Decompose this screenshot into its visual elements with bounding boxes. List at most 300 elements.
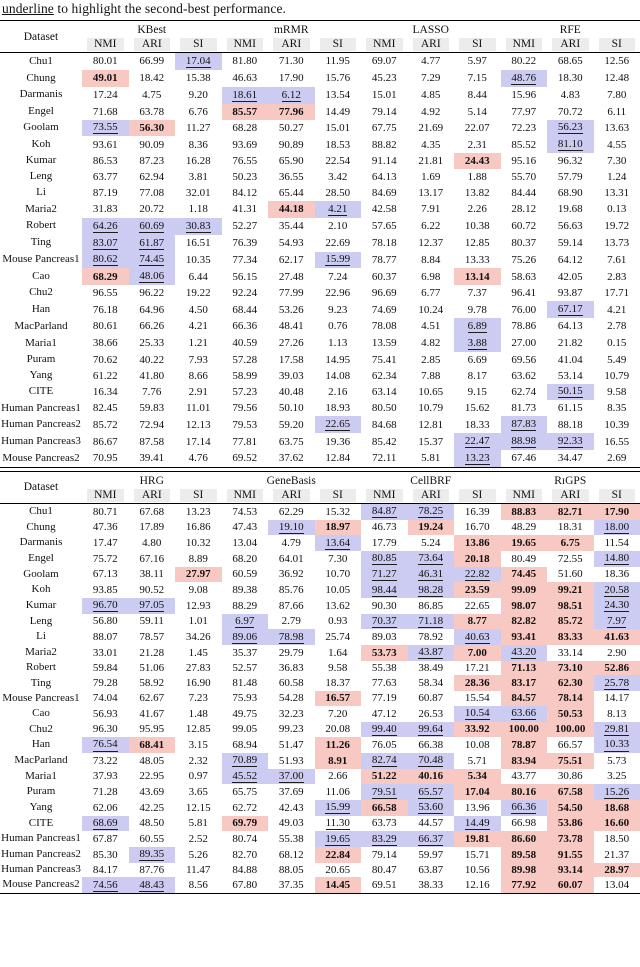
value-cell <box>547 104 594 120</box>
table-row <box>0 218 640 235</box>
metric-value: 43.87 <box>418 646 444 659</box>
value-cell <box>594 535 640 551</box>
second-best-value-cell <box>454 706 501 722</box>
metric-value: 17.90 <box>278 72 304 85</box>
value-cell <box>501 285 548 301</box>
metric-value: 88.83 <box>511 505 537 518</box>
metric-header <box>315 37 362 53</box>
dataset-cell: Human Pancreas3 <box>1 863 81 876</box>
value-cell <box>268 120 315 137</box>
value-cell <box>175 706 222 722</box>
metric-value: 67.75 <box>371 121 397 134</box>
metric-value: 1.18 <box>188 203 208 216</box>
value-cell <box>361 169 408 185</box>
metric-value: 83.07 <box>92 236 118 249</box>
best-value-cell <box>547 675 594 691</box>
metric-value: 63.73 <box>371 817 397 830</box>
metric-value: 70.72 <box>557 105 583 118</box>
metric-value: 51.06 <box>139 662 165 675</box>
table-body <box>0 503 640 893</box>
value-cell <box>175 235 222 252</box>
metric-value: 1.01 <box>188 615 208 628</box>
metric-value: 22.96 <box>325 287 351 300</box>
metric-value: 89.35 <box>139 848 165 861</box>
metric-value: 87.83 <box>511 418 537 431</box>
dataset-cell: Chung <box>26 520 56 533</box>
value-cell <box>315 352 362 368</box>
value-cell <box>175 629 222 645</box>
value-cell <box>268 877 315 893</box>
metric-value: 55.38 <box>371 662 397 675</box>
metric-value: 74.45 <box>139 253 165 266</box>
metric-value: 58.99 <box>232 369 258 382</box>
second-best-value-cell <box>129 235 176 252</box>
metric-value: 53.26 <box>278 303 304 316</box>
metric-value: 11.01 <box>186 402 211 415</box>
value-cell <box>268 252 315 269</box>
value-cell <box>129 53 176 70</box>
value-cell <box>501 153 548 169</box>
metric-value: 22.84 <box>325 848 351 861</box>
value-cell <box>454 384 501 401</box>
metric-value: 6.75 <box>560 537 580 550</box>
metric-value: 28.50 <box>325 186 351 199</box>
best-value-cell <box>501 503 548 519</box>
value-cell <box>408 400 455 416</box>
value-cell <box>222 252 269 269</box>
method-header-row <box>0 21 640 38</box>
metric-value: 7.24 <box>328 270 348 283</box>
metric-value: 69.07 <box>371 55 397 68</box>
second-best-value-cell <box>501 645 548 661</box>
table-row <box>0 169 640 185</box>
metric-value: 37.62 <box>278 452 304 465</box>
metric-value: 77.81 <box>232 435 258 448</box>
metric-value: 4.76 <box>188 452 208 465</box>
second-best-value-cell <box>361 503 408 519</box>
best-value-cell <box>547 800 594 816</box>
metric-value: 19.65 <box>325 832 351 845</box>
metric-value: 1.45 <box>188 646 208 659</box>
metric-value: 87.66 <box>278 599 304 612</box>
method-header: RFE <box>559 24 581 36</box>
value-cell <box>501 520 548 536</box>
metric-value: 59.14 <box>557 237 583 250</box>
metric-value: 60.37 <box>371 270 397 283</box>
value-cell <box>175 120 222 137</box>
table-caption <box>0 0 640 20</box>
metric-value: 6.98 <box>421 270 441 283</box>
value-cell <box>361 535 408 551</box>
metric-value: 63.14 <box>371 385 397 398</box>
dataset-cell: Yang <box>29 368 53 381</box>
value-cell <box>315 503 362 519</box>
metric-value: 33.92 <box>464 723 490 736</box>
value-cell <box>222 863 269 878</box>
best-value-cell <box>501 831 548 847</box>
second-best-value-cell <box>315 416 362 433</box>
metric-value: 66.57 <box>557 738 583 751</box>
metric-value: 15.54 <box>464 692 490 705</box>
value-cell <box>361 70 408 87</box>
metric-value: 13.04 <box>232 537 258 550</box>
value-cell <box>454 847 501 863</box>
metric-value: 13.23 <box>464 451 490 464</box>
metric-value: 96.69 <box>371 287 397 300</box>
table-row <box>0 87 640 104</box>
metric-value: 56.30 <box>139 121 165 134</box>
table-row <box>0 567 640 583</box>
best-value-cell <box>501 722 548 738</box>
metric-value: 84.87 <box>371 505 397 518</box>
value-cell <box>594 252 640 269</box>
value-cell <box>594 53 640 70</box>
metric-value: 14.49 <box>464 816 490 829</box>
metric-value: 98.28 <box>418 583 444 596</box>
metric-value: 59.97 <box>418 848 444 861</box>
value-cell <box>268 737 315 753</box>
value-cell <box>547 252 594 269</box>
metric-value: 7.15 <box>467 72 487 85</box>
value-cell <box>175 201 222 218</box>
value-cell <box>222 433 269 450</box>
metric-value: 4.50 <box>188 303 208 316</box>
best-value-cell <box>501 877 548 893</box>
metric-value: 13.23 <box>185 505 211 518</box>
table-row <box>0 753 640 769</box>
metric-header-label: NMI <box>366 38 403 51</box>
value-cell <box>454 235 501 252</box>
second-best-value-cell <box>547 136 594 153</box>
value-cell <box>594 285 640 301</box>
metric-value: 9.58 <box>607 385 627 398</box>
table-row <box>0 136 640 153</box>
value-cell <box>361 877 408 893</box>
second-best-value-cell <box>361 722 408 738</box>
value-cell <box>82 722 129 738</box>
metric-value: 18.68 <box>604 801 630 814</box>
metric-value: 77.19 <box>371 692 397 705</box>
value-cell <box>175 503 222 519</box>
value-cell <box>594 645 640 661</box>
metric-value: 53.14 <box>557 369 583 382</box>
metric-value: 18.61 <box>232 88 258 101</box>
dataset-cell: Leng <box>29 170 53 183</box>
value-cell <box>129 645 176 661</box>
metric-value: 78.14 <box>557 692 583 705</box>
value-cell <box>594 201 640 218</box>
value-cell <box>222 535 269 551</box>
metric-value: 93.85 <box>92 584 118 597</box>
metric-value: 27.83 <box>185 662 211 675</box>
dataset-cell: MacParland <box>14 753 68 766</box>
metric-value: 18.00 <box>604 520 630 533</box>
metric-value: 93.69 <box>232 138 258 151</box>
metric-value: 15.71 <box>464 848 490 861</box>
metric-value: 3.65 <box>188 786 208 799</box>
value-cell <box>408 136 455 153</box>
value-cell <box>82 433 129 450</box>
value-cell <box>222 384 269 401</box>
value-cell <box>175 551 222 567</box>
metric-value: 6.89 <box>467 319 487 332</box>
metric-value: 4.75 <box>142 89 162 102</box>
metric-value: 19.65 <box>511 537 537 550</box>
value-cell <box>408 268 455 285</box>
metric-value: 17.04 <box>185 54 211 67</box>
value-cell <box>501 352 548 368</box>
metric-value: 78.87 <box>511 738 537 751</box>
metric-value: 77.99 <box>278 287 304 300</box>
value-cell <box>222 847 269 863</box>
metric-value: 73.22 <box>92 754 118 767</box>
value-cell <box>361 136 408 153</box>
metric-value: 49.75 <box>232 707 258 720</box>
value-cell <box>222 675 269 691</box>
metric-value: 30.83 <box>185 219 211 232</box>
value-cell <box>82 318 129 335</box>
metric-value: 72.11 <box>372 452 397 465</box>
value-cell <box>129 301 176 318</box>
metric-value: 21.69 <box>418 121 444 134</box>
second-best-value-cell <box>408 722 455 738</box>
metric-value: 93.61 <box>92 138 118 151</box>
value-cell <box>408 598 455 614</box>
dataset-cell: Human Pancreas3 <box>1 434 81 447</box>
dataset-cell: Mouse Pancreas1 <box>2 691 80 704</box>
table-row <box>0 598 640 614</box>
table-row <box>0 877 640 893</box>
dataset-cell: Ting <box>30 676 52 689</box>
value-cell <box>501 400 548 416</box>
metric-value: 10.79 <box>418 402 444 415</box>
value-cell <box>175 384 222 401</box>
metric-value: 68.41 <box>139 738 165 751</box>
value-cell <box>82 368 129 384</box>
best-value-cell <box>501 535 548 551</box>
value-cell <box>454 201 501 218</box>
metric-value: 7.20 <box>328 707 348 720</box>
metric-value: 58.63 <box>511 270 537 283</box>
second-best-value-cell <box>594 520 640 536</box>
metric-value: 51.93 <box>278 754 304 767</box>
value-cell <box>175 520 222 536</box>
metric-header-label: ARI <box>273 38 310 51</box>
value-cell <box>268 301 315 318</box>
metric-header-label: ARI <box>134 489 171 502</box>
metric-value: 83.33 <box>557 631 583 644</box>
metric-value: 14.17 <box>604 692 630 705</box>
best-value-cell <box>408 520 455 536</box>
value-cell <box>175 847 222 863</box>
second-best-value-cell <box>361 567 408 583</box>
second-best-value-cell <box>501 416 548 433</box>
metric-value: 50.27 <box>278 121 304 134</box>
metric-value: 7.37 <box>467 287 487 300</box>
value-cell <box>222 285 269 301</box>
metric-value: 80.16 <box>511 786 537 799</box>
dataset-cell: Cao <box>32 706 50 719</box>
second-best-value-cell <box>594 614 640 630</box>
value-cell <box>129 863 176 878</box>
metric-value: 8.89 <box>188 552 208 565</box>
value-cell <box>547 185 594 201</box>
value-cell <box>594 169 640 185</box>
best-value-cell <box>454 675 501 691</box>
value-cell <box>547 567 594 583</box>
metric-header-label: SI <box>459 489 496 502</box>
metric-value: 63.62 <box>511 369 537 382</box>
value-cell <box>594 706 640 722</box>
value-cell <box>408 104 455 120</box>
metric-value: 18.33 <box>464 418 490 431</box>
metric-value: 44.57 <box>418 817 444 830</box>
best-value-cell <box>454 268 501 285</box>
value-cell <box>82 169 129 185</box>
value-cell <box>129 352 176 368</box>
value-cell <box>361 352 408 368</box>
value-cell <box>268 831 315 847</box>
metric-value: 19.68 <box>557 203 583 216</box>
metric-header-label: ARI <box>134 38 171 51</box>
value-cell <box>222 201 269 218</box>
second-best-value-cell <box>454 450 501 467</box>
value-cell <box>315 645 362 661</box>
metric-value: 61.22 <box>92 369 118 382</box>
second-best-value-cell <box>222 87 269 104</box>
method-header: CellBRF <box>410 474 452 487</box>
value-cell <box>222 582 269 598</box>
metric-value: 82.70 <box>232 848 258 861</box>
metric-value: 29.81 <box>604 722 630 735</box>
metric-value: 49.01 <box>92 72 118 85</box>
best-value-cell <box>454 645 501 661</box>
second-best-value-cell <box>594 737 640 753</box>
value-cell <box>82 136 129 153</box>
table-row <box>0 503 640 519</box>
value-cell <box>408 53 455 70</box>
value-cell <box>82 352 129 368</box>
metric-value: 84.69 <box>371 186 397 199</box>
metric-value: 60.58 <box>278 677 304 690</box>
second-best-value-cell <box>268 87 315 104</box>
value-cell <box>454 737 501 753</box>
second-best-value-cell <box>547 384 594 401</box>
metric-value: 91.55 <box>557 848 583 861</box>
metric-header-label: NMI <box>227 489 264 502</box>
value-cell <box>268 450 315 467</box>
metric-value: 16.39 <box>464 505 490 518</box>
value-cell <box>501 218 548 235</box>
value-cell <box>594 831 640 847</box>
metric-value: 92.33 <box>557 435 583 448</box>
metric-value: 9.15 <box>467 385 487 398</box>
value-cell <box>222 416 269 433</box>
value-cell <box>268 53 315 70</box>
value-cell <box>129 629 176 645</box>
metric-value: 10.39 <box>604 418 630 431</box>
value-cell <box>361 368 408 384</box>
value-cell <box>315 598 362 614</box>
value-cell <box>175 433 222 450</box>
value-cell <box>594 70 640 87</box>
metric-value: 12.93 <box>185 599 211 612</box>
metric-value: 21.82 <box>557 337 583 350</box>
metric-value: 57.23 <box>232 385 258 398</box>
metric-value: 7.97 <box>607 614 627 627</box>
value-cell <box>361 185 408 201</box>
metric-value: 99.40 <box>371 722 397 735</box>
value-cell <box>268 675 315 691</box>
value-cell <box>361 416 408 433</box>
metric-value: 90.09 <box>139 138 165 151</box>
metric-value: 99.05 <box>232 723 258 736</box>
metric-value: 85.72 <box>557 615 583 628</box>
metric-value: 15.37 <box>418 435 444 448</box>
value-cell <box>361 235 408 252</box>
value-cell <box>82 831 129 847</box>
metric-value: 70.95 <box>92 452 118 465</box>
best-value-cell <box>222 816 269 832</box>
metric-value: 79.51 <box>371 785 397 798</box>
value-cell <box>361 252 408 269</box>
metric-value: 6.77 <box>421 287 441 300</box>
second-best-value-cell <box>315 800 362 816</box>
value-cell <box>82 706 129 722</box>
value-cell <box>129 582 176 598</box>
metric-header <box>315 488 362 504</box>
dataset-cell: Mouse Pancreas1 <box>2 253 80 266</box>
metric-value: 35.37 <box>232 646 258 659</box>
second-best-value-cell <box>454 629 501 645</box>
value-cell <box>408 675 455 691</box>
metric-value: 67.17 <box>557 303 583 316</box>
metric-value: 38.49 <box>418 662 444 675</box>
metric-value: 87.76 <box>139 863 165 876</box>
metric-value: 82.82 <box>511 615 537 628</box>
second-best-value-cell <box>361 784 408 800</box>
value-cell <box>501 551 548 567</box>
method-header: HRG <box>139 474 164 487</box>
value-cell <box>547 335 594 352</box>
best-value-cell <box>547 847 594 863</box>
metric-header-label: SI <box>599 38 636 51</box>
metric-value: 57.79 <box>557 171 583 184</box>
value-cell <box>222 268 269 285</box>
metric-value: 28.97 <box>604 863 630 876</box>
metric-value: 2.79 <box>281 615 301 628</box>
method-header-row <box>0 471 640 488</box>
metric-value: 71.27 <box>371 567 397 580</box>
value-cell <box>268 598 315 614</box>
best-value-cell <box>547 503 594 519</box>
second-best-value-cell <box>268 520 315 536</box>
value-cell <box>501 53 548 70</box>
table-row <box>0 368 640 384</box>
metric-header-label: ARI <box>413 38 450 51</box>
value-cell <box>501 384 548 401</box>
metric-value: 25.33 <box>139 337 165 350</box>
metric-value: 86.60 <box>511 833 537 846</box>
metric-value: 51.60 <box>557 568 583 581</box>
metric-value: 13.14 <box>464 270 490 283</box>
dataset-cell: Chu2 <box>29 286 53 299</box>
value-cell <box>315 53 362 70</box>
dataset-cell: Darmanis <box>19 536 63 549</box>
best-value-cell <box>501 784 548 800</box>
value-cell <box>361 301 408 318</box>
metric-value: 85.52 <box>511 138 537 151</box>
